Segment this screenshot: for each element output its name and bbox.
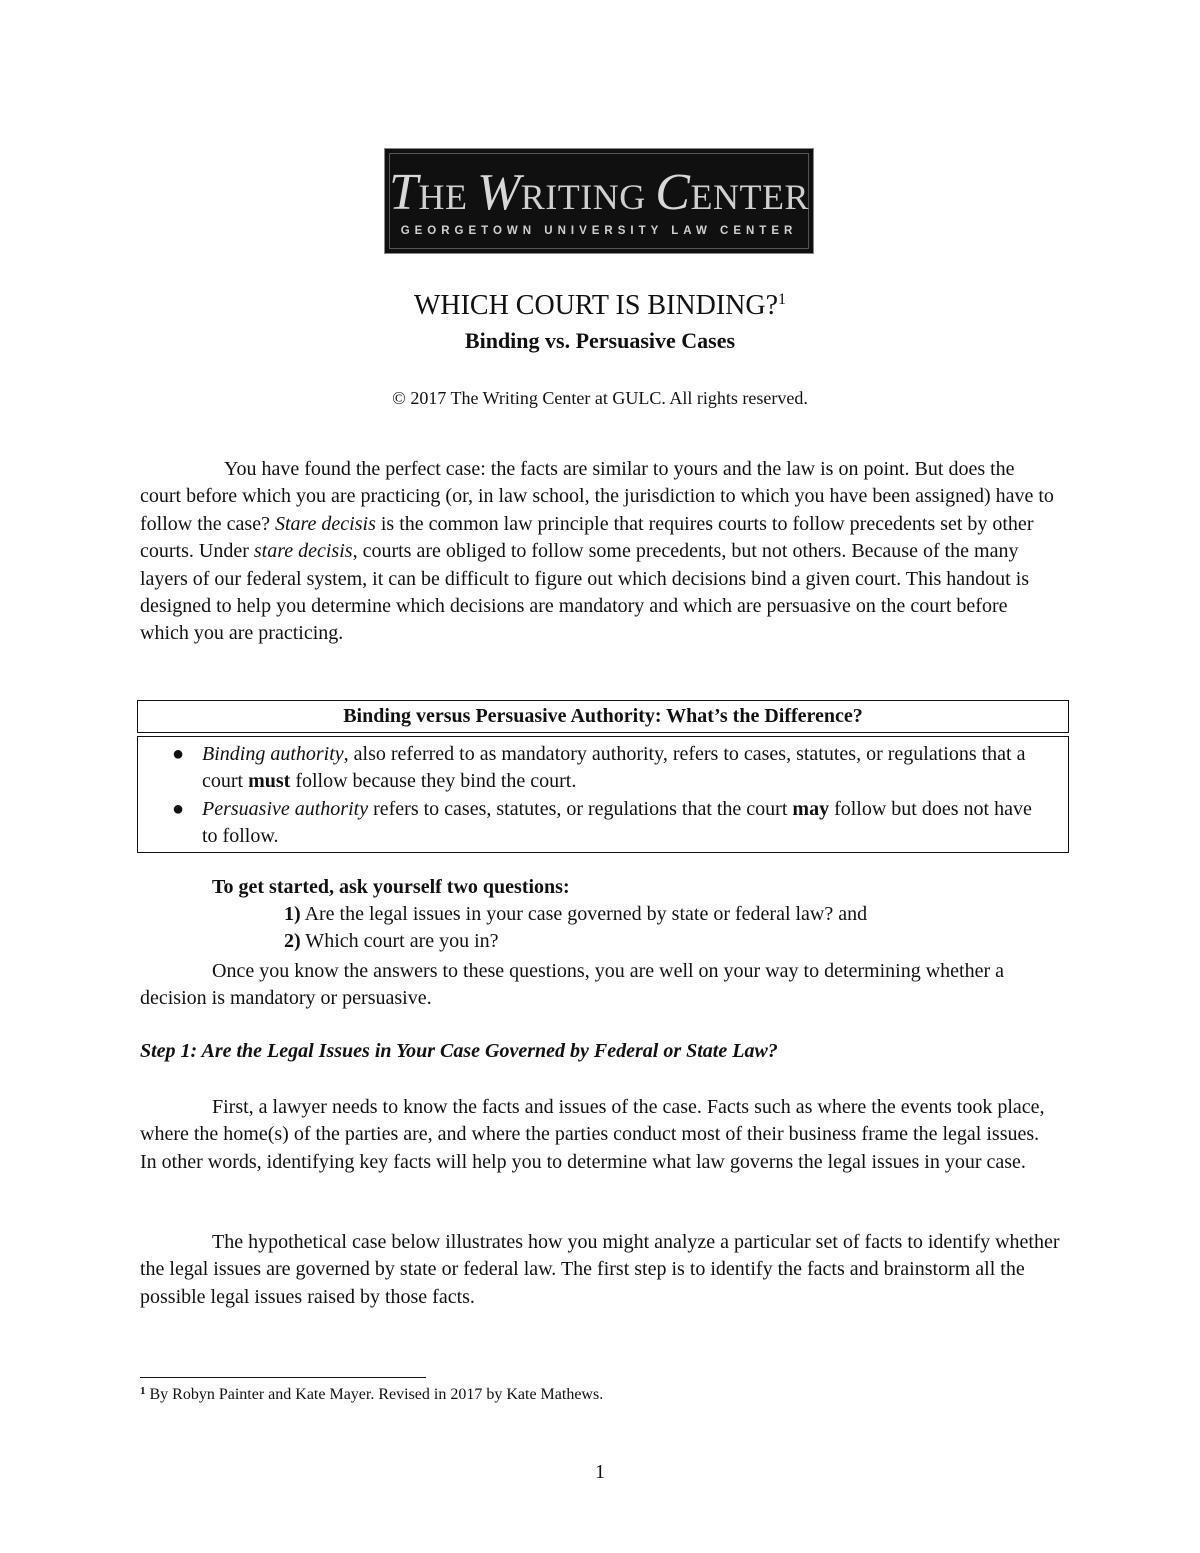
intro-paragraph: You have found the perfect case: the facts are similar to yours and the law is on point. But does the court before which you are practicing (or, in law school, the jurisdiction to which you have been assigned) have to follow the case? Stare decisis is the common law principle that requires courts to follow precedents set by other courts. Under stare decisis, courts are obliged to follow some precedents, but not others. Because of the many layers of our federal system, it can be difficult to figure out which decisions bind a given court. This handout is designed to help you determine which decisions are mandatory and which are persuasive on the court before which you are practicing.	[140, 458, 1054, 645]
questions-followup: Once you know the answers to these questions, you are well on your way to determining whether a decision is mandatory or persuasive.	[140, 960, 1005, 1010]
step1-heading: Step 1: Are the Legal Issues in Your Case Governed by Federal or State Law?	[140, 1040, 778, 1062]
document-subtitle: Binding vs. Persuasive Cases	[464, 328, 736, 353]
title-footnote-ref[interactable]: 1	[778, 291, 787, 308]
logo-subline: GEORGETOWN UNIVERSITY LAW CENTER	[400, 225, 798, 237]
list-item-binding: ● Binding authority, also referred to as mandatory authority, refers to cases, statutes, or regulations that a court must follow because they bind the court.	[172, 743, 1026, 793]
authority-box	[137, 736, 1069, 853]
document-title: WHICH COURT IS BINDING?$^1$	[413, 290, 787, 321]
page-number: 1	[595, 1461, 605, 1483]
footnote-divider	[140, 1377, 426, 1378]
question-1: 1) Are the legal issues in your case governed by state or federal law? and	[284, 903, 868, 925]
bullet-icon: ●	[172, 797, 185, 820]
step1-paragraph-1: First, a lawyer needs to know the facts and issues of the case. Facts such as where the events took place, where the home(s) of the parties are, and where the parties conduct most of their business frame the legal issues. In other words, identifying key facts will help you to determine what law governs the legal issues in your case.	[140, 1096, 1045, 1173]
step1-paragraph-2: The hypothetical case below illustrates how you might analyze a particular set of facts to identify whether the legal issues are governed by state or federal law. The first step is to identify the facts and brainstorm all the possible legal issues raised by those facts.	[140, 1231, 1060, 1308]
authority-list	[138, 741, 1068, 851]
list-item-persuasive: ● Persuasive authority refers to cases, statutes, or regulations that the court may follow but does not have to follow.	[172, 797, 1032, 848]
question-2: 2) Which court are you in?	[284, 930, 499, 952]
questions-intro: To get started, ask yourself two questions:	[212, 876, 570, 898]
footnote: $^1$ By Robyn Painter and Kate Mayer. Revised in 2017 by Kate Mathews.	[140, 1385, 604, 1403]
copyright-notice: © 2017 The Writing Center at GULC. All rights reserved.	[392, 388, 808, 408]
authority-box-heading: Binding versus Persuasive Authority: What’s the Difference?	[137, 700, 1069, 733]
bullet-icon: ●	[172, 743, 185, 765]
writing-center-logo	[384, 148, 814, 254]
logo-wordmark: THE WRITING CENTER	[389, 164, 809, 221]
